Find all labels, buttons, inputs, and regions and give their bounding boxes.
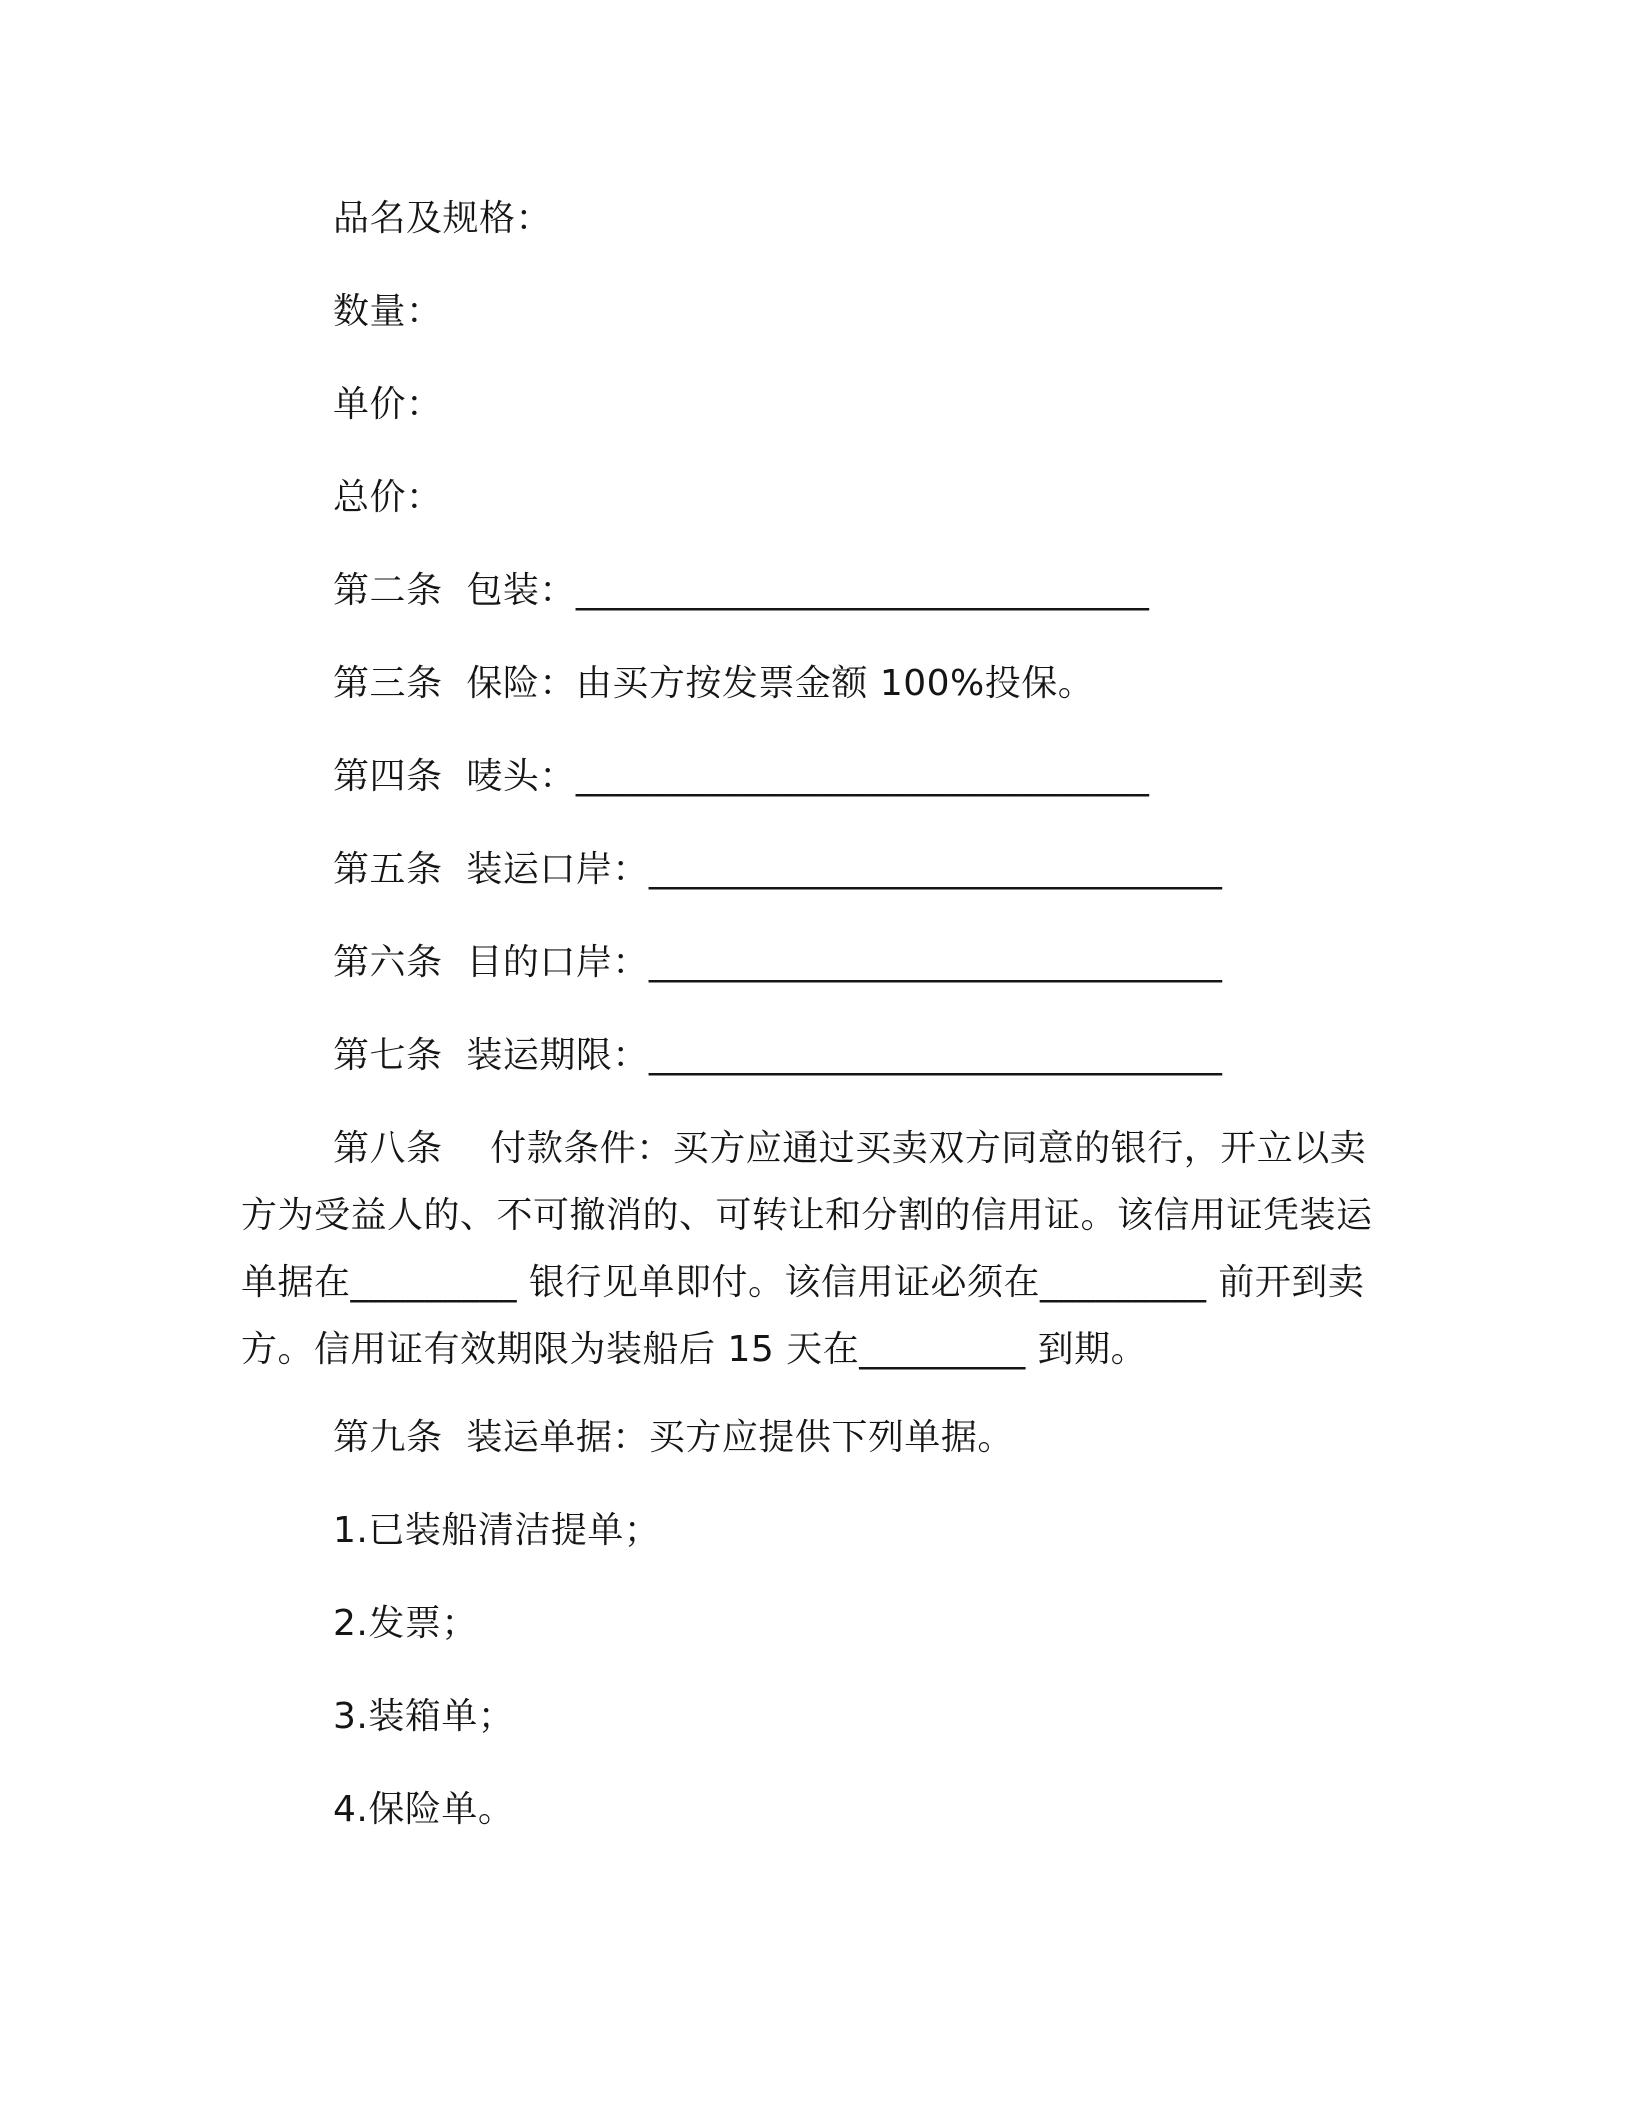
document-item-packing-list: 3.装箱单；	[333, 1696, 515, 1737]
unit-price-line: 单价：	[333, 384, 443, 425]
clause-2-packing: 第二条 包装：_______________________________	[333, 570, 1150, 611]
clause-7-shipment-period: 第七条 装运期限：_______________________________	[333, 1035, 1223, 1076]
clause-4-shipping-mark: 第四条 唛头：_______________________________	[333, 756, 1150, 797]
clause-8-payment-terms	[241, 1115, 1391, 1383]
clause-8-text: 第八条 付款条件：买方应通过买卖双方同意的银行，开立以卖方为受益人的、不可撤消的、可转让和分割的信用证。该信用证凭装运单据在_________ 银行见单即付。该信用证必须在_________ 前开到卖方。信用证有效期限为装船后 15 天在_________ 到期。	[241, 1128, 1373, 1370]
product-name-spec-line: 品名及规格：	[333, 198, 553, 239]
document-item-invoice: 2.发票；	[333, 1603, 478, 1644]
clause-6-destination-port: 第六条 目的口岸：_______________________________	[333, 942, 1223, 983]
clause-3-insurance: 第三条 保险：由买方按发票金额 100%投保。	[333, 663, 1095, 704]
document-item-insurance-policy: 4.保险单。	[333, 1789, 515, 1830]
quantity-line: 数量：	[333, 291, 443, 332]
clause-9-shipping-documents: 第九条 装运单据：买方应提供下列单据。	[333, 1417, 1014, 1458]
document-item-bill-of-lading: 1.已装船清洁提单；	[333, 1510, 661, 1551]
clause-5-loading-port: 第五条 装运口岸：_______________________________	[333, 849, 1223, 890]
total-price-line: 总价：	[333, 477, 443, 518]
